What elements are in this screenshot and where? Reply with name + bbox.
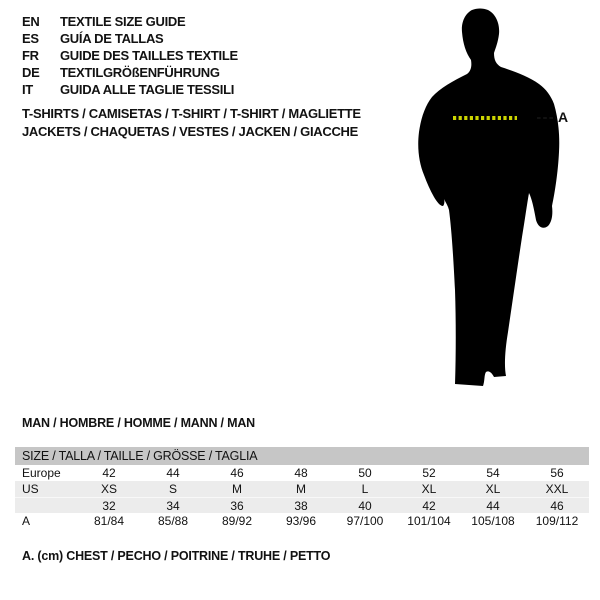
size-cell: 38	[294, 499, 308, 513]
size-cell: 54	[486, 466, 500, 480]
table-row-us	[15, 481, 589, 497]
size-cell: L	[361, 482, 369, 496]
table-row-us-numeric	[15, 497, 589, 513]
man-silhouette-svg	[405, 5, 600, 405]
size-cell: 36	[230, 499, 244, 513]
category-tshirts: T-SHIRTS / CAMISETAS / T-SHIRT / T-SHIRT / MAGLIETTE	[22, 106, 361, 121]
size-table-header: SIZE / TALLA / TAILLE / GRÖSSE / TAGLIA	[15, 447, 589, 465]
language-label: TEXTILE SIZE GUIDE	[60, 14, 186, 29]
size-cell: 93/96	[285, 514, 317, 528]
language-row	[22, 64, 238, 81]
category-list	[22, 105, 361, 141]
size-cell: 34	[166, 499, 180, 513]
language-row	[22, 13, 238, 30]
man-silhouette-figure	[405, 5, 600, 405]
size-cell: 97/100	[346, 514, 384, 528]
size-cell: 56	[550, 466, 564, 480]
size-cell: 32	[102, 499, 116, 513]
category-jackets: JACKETS / CHAQUETAS / VESTES / JACKEN / GIACCHE	[22, 124, 358, 139]
language-row	[22, 81, 238, 98]
size-cell: 42	[422, 499, 436, 513]
language-label: GUÍA DE TALLAS	[60, 31, 164, 46]
size-table	[15, 447, 589, 530]
size-cell: 44	[166, 466, 180, 480]
size-cell: XL	[485, 482, 501, 496]
language-code: IT	[22, 82, 33, 97]
size-cell: 50	[358, 466, 372, 480]
row-label: US	[22, 482, 39, 496]
size-cell: XS	[100, 482, 117, 496]
language-label: TEXTILGRÖßENFÜHRUNG	[60, 65, 220, 80]
language-code: EN	[22, 14, 40, 29]
size-cell: S	[168, 482, 177, 496]
language-label: GUIDA ALLE TAGLIE TESSILI	[60, 82, 235, 97]
language-label: GUIDE DES TAILLES TEXTILE	[60, 48, 238, 63]
size-cell: 89/92	[221, 514, 253, 528]
measure-label-a: A	[558, 109, 569, 125]
measurement-footnote: A. (cm) CHEST / PECHO / POITRINE / TRUHE / PETTO	[22, 549, 331, 563]
size-cell: 85/88	[157, 514, 189, 528]
row-label: Europe	[22, 466, 61, 480]
size-cell: 42	[102, 466, 116, 480]
size-cell: 46	[230, 466, 244, 480]
size-cell: 46	[550, 499, 564, 513]
size-cell: 105/108	[471, 514, 515, 528]
row-label	[15, 498, 77, 514]
language-list	[22, 13, 238, 98]
size-cell: M	[232, 482, 242, 496]
language-row	[22, 30, 238, 47]
size-cell: 44	[486, 499, 500, 513]
language-row	[22, 47, 238, 64]
language-code: FR	[22, 48, 39, 63]
size-cell: XXL	[545, 482, 569, 496]
table-row-chest-cm	[15, 513, 589, 530]
size-cell: M	[296, 482, 306, 496]
size-cell: 109/112	[535, 514, 579, 528]
table-row-europe	[15, 465, 589, 481]
size-cell: 52	[422, 466, 436, 480]
man-silhouette-shape	[418, 9, 559, 387]
language-code: DE	[22, 65, 40, 80]
size-cell: 81/84	[93, 514, 125, 528]
size-cell: XL	[421, 482, 437, 496]
size-cell: 48	[294, 466, 308, 480]
language-code: ES	[22, 31, 39, 46]
row-label: A	[22, 514, 31, 528]
size-cell: 101/104	[407, 514, 451, 528]
size-cell: 40	[358, 499, 372, 513]
section-title-man: MAN / HOMBRE / HOMME / MANN / MAN	[22, 416, 255, 430]
